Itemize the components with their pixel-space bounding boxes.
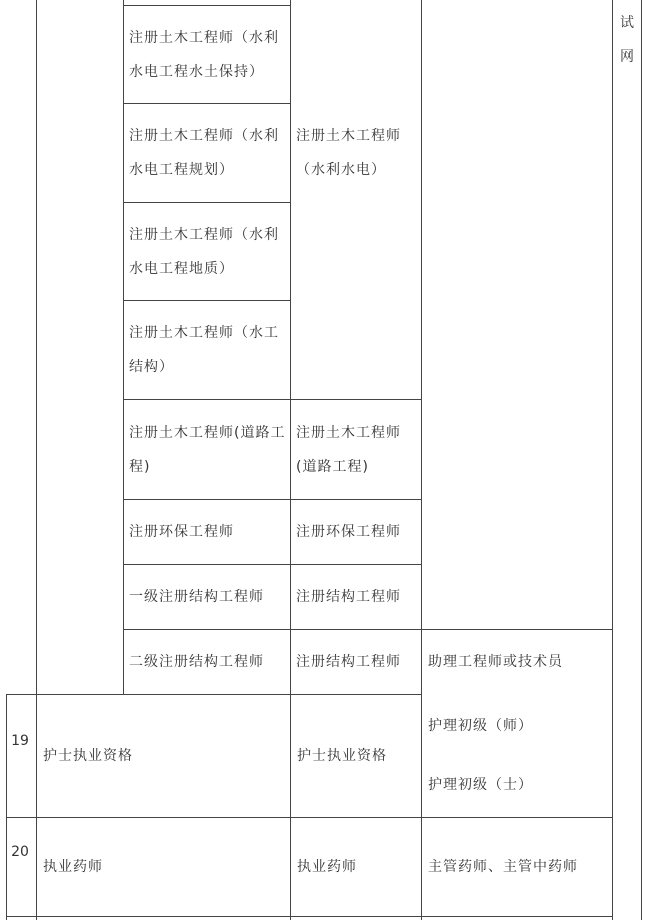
side-char: 网 [620, 49, 634, 65]
table-cell [129, 301, 289, 399]
table-cell [297, 818, 420, 916]
table-line [36, 0, 37, 920]
cert-name: 注册土木工程师（水利水电工程规划） [129, 128, 279, 178]
table-cell [129, 565, 289, 629]
exam-name: 注册土木工程师(道路工程) [296, 424, 401, 475]
cert-name: 注册土木工程师(道路工程) [129, 424, 286, 475]
table-line [6, 916, 613, 917]
table-cell [296, 400, 420, 499]
row-number: 20 [11, 844, 29, 860]
table-line [290, 0, 291, 920]
title-name: 主管药师、主管中药师 [428, 859, 578, 875]
table-cell [297, 695, 420, 817]
table-line [6, 694, 7, 920]
side-vertical-text [614, 6, 640, 74]
cert-name: 注册土木工程师（水利水电工程水土保持） [129, 29, 279, 80]
qualification-name: 执业药师 [43, 859, 103, 875]
table-cell [43, 818, 289, 916]
table-cell [129, 104, 289, 202]
table-line [421, 0, 422, 920]
exam-name: 注册环保工程师 [296, 524, 401, 540]
exam-name: 注册结构工程师 [296, 654, 401, 670]
exam-name: 注册结构工程师 [296, 589, 401, 605]
table-cell [129, 6, 289, 103]
table-cell [428, 709, 610, 743]
table-line [612, 0, 613, 920]
cert-name: 注册土木工程师（水利水电工程地质） [129, 226, 279, 277]
table-line [641, 0, 642, 920]
table-cell [296, 500, 420, 564]
table-cell [129, 203, 289, 300]
title-name: 助理工程师或技术员 [428, 654, 563, 670]
exam-name: 注册土木工程师（水利水电） [296, 128, 401, 178]
table-cell [129, 500, 289, 564]
table-cell [296, 630, 420, 694]
exam-name: 护士执业资格 [297, 748, 387, 764]
table-cell [43, 695, 289, 817]
table-cell [129, 400, 289, 499]
qualification-name: 护士执业资格 [43, 748, 133, 764]
cert-name: 一级注册结构工程师 [129, 589, 264, 605]
table-cell [129, 630, 289, 694]
table-cell [296, 103, 420, 203]
table-cell [428, 630, 610, 694]
table-line [123, 0, 124, 695]
title-name: 护理初级（师） [428, 718, 533, 734]
exam-name: 执业药师 [297, 859, 357, 875]
table-cell [428, 768, 610, 802]
title-name: 护理初级（士） [428, 777, 533, 793]
cert-name: 注册土木工程师（水工结构） [129, 325, 279, 375]
table-cell [428, 818, 610, 916]
cert-name: 注册环保工程师 [129, 524, 234, 540]
cert-name: 二级注册结构工程师 [129, 654, 264, 670]
side-char: 试 [620, 15, 634, 31]
row-number: 19 [11, 733, 29, 749]
table-cell [296, 565, 420, 629]
